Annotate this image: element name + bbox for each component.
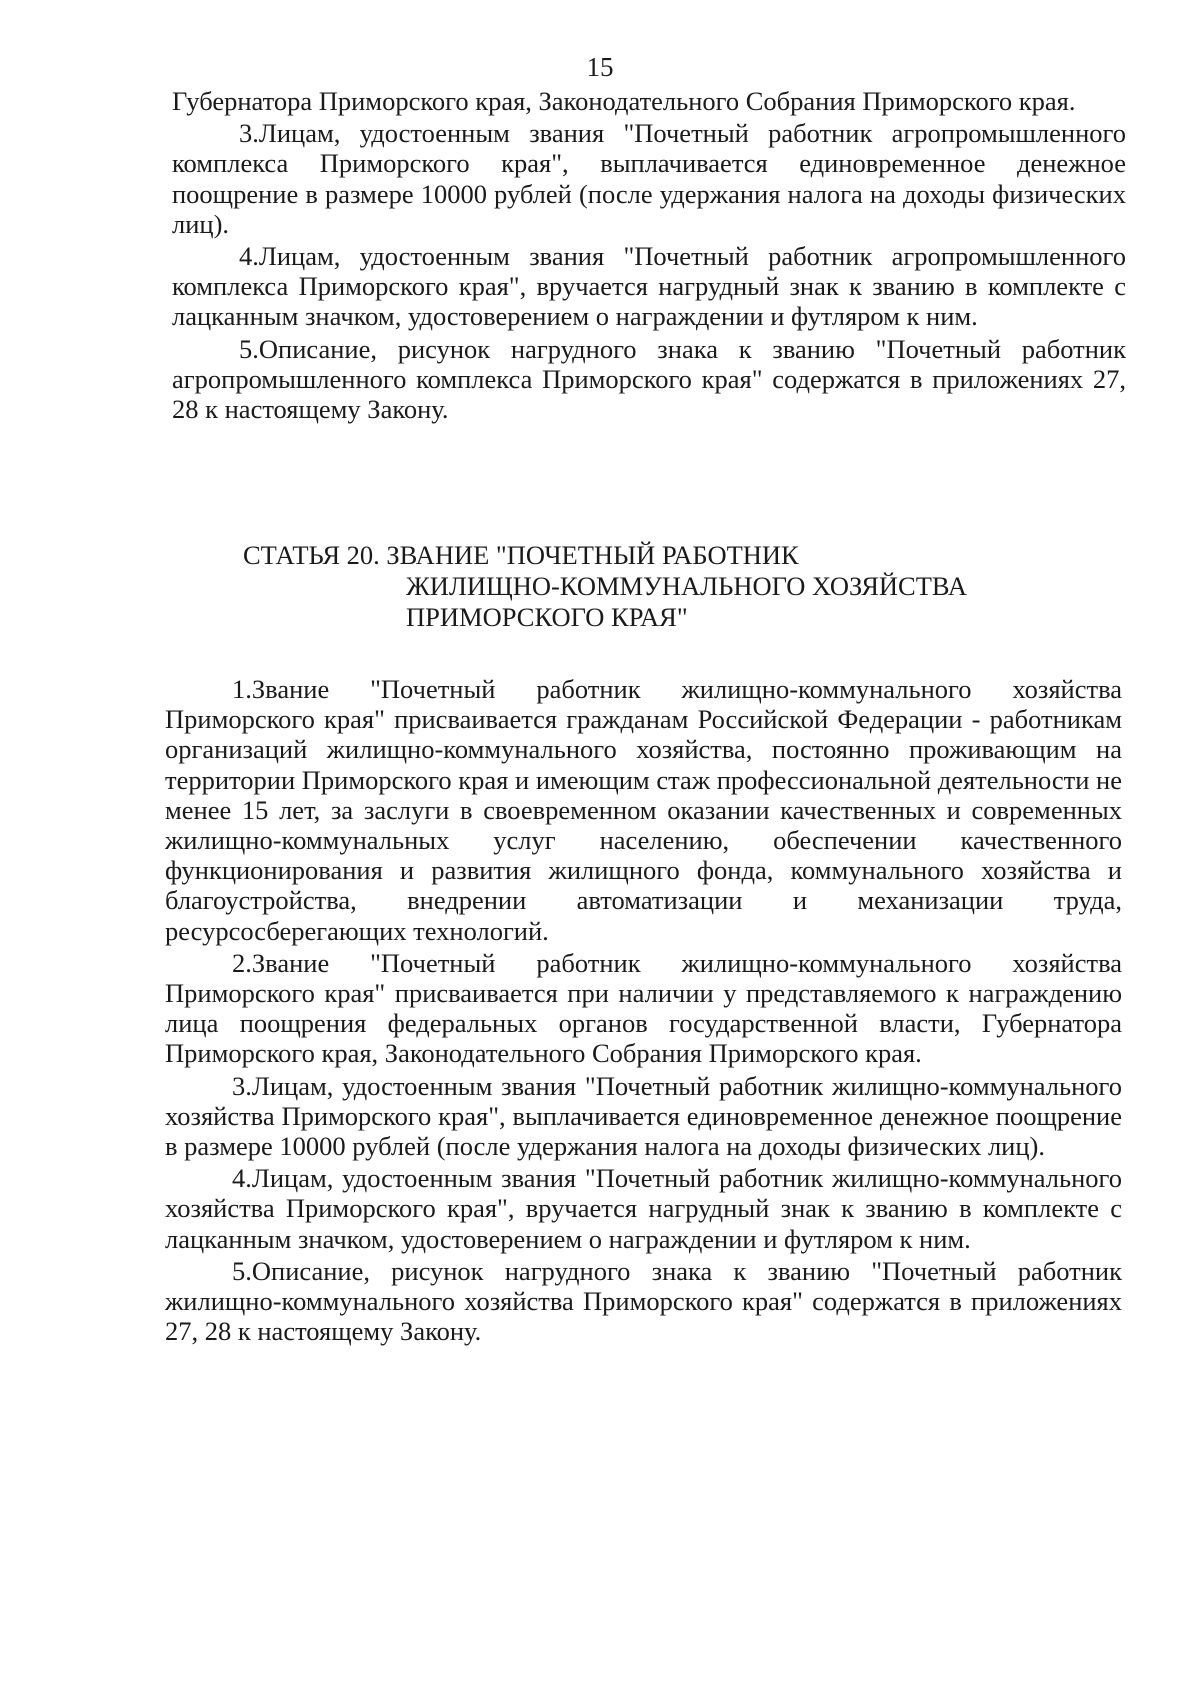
article-heading-line-2: ЖИЛИЩНО-КОММУНАЛЬНОГО ХОЗЯЙСТВА: [406, 571, 968, 601]
top-section: [172, 86, 1126, 424]
article-paragraph-4: 4.Лицам, удостоенным звания "Почетный работник жилищно-коммунального хозяйства Приморского края", вручается нагрудный знак к званию в комплекте с лацканным значком, удостоверением о награждении и футляром к ним.: [165, 1163, 1122, 1254]
article-heading-line-3: ПРИМОРСКОГО КРАЯ": [406, 602, 688, 632]
paragraph-continuation: Губернатора Приморского края, Законодательного Собрания Приморского края.: [172, 86, 1076, 116]
article-paragraph-5: 5.Описание, рисунок нагрудного знака к званию "Почетный работник жилищно-коммунального хозяйства Приморского края" содержатся в приложениях 27, 28 к настоящему Закону.: [165, 1255, 1122, 1347]
paragraph-item-5: 5.Описание, рисунок нагрудного знака к званию "Почетный работник агропромышленного комплекса Приморского края" содержатся в приложениях 27, 28 к настоящему Закону.: [172, 333, 1126, 425]
article-body: [165, 674, 1122, 1346]
article-paragraph-3: 3.Лицам, удостоенным звания "Почетный работник жилищно-коммунального хозяйства Приморского края", выплачивается единовременное денежное поощрение в размере 10000 рублей (после удержания налога на доходы физических лиц).: [165, 1070, 1122, 1162]
article-paragraph-2: 2.Звание "Почетный работник жилищно-коммунального хозяйства Приморского края" присваивается при наличии у представляемого к награждению лица поощрения федеральных органов государственной власти, Губернатора Приморского края, Законодательного Собрания Приморского края.: [165, 947, 1122, 1069]
article-heading: [243, 540, 967, 633]
article-paragraph-1: 1.Звание "Почетный работник жилищно-коммунального хозяйства Приморского края" присваивается гражданам Российской Федерации - работникам организаций жилищно-коммунального хозяйства, постоянно проживающим на территории Приморского края и имеющим стаж профессиональной деятельности не менее 15 лет, за заслуги в своевременном оказании качественных и современных жилищно-коммунальных услуг населению, обеспечении качественного функционирования и развития жилищного фонда, коммунального хозяйства и благоустройства, внедрении автоматизации и механизации труда, ресурсосберегающих технологий.: [165, 674, 1122, 946]
page-number: 15: [586, 52, 614, 82]
article-heading-line-1: СТАТЬЯ 20. ЗВАНИЕ "ПОЧЕТНЫЙ РАБОТНИК: [243, 540, 799, 570]
paragraph-item-3: 3.Лицам, удостоенным звания "Почетный работник агропромышленного комплекса Приморского края", выплачивается единовременное денежное поощрение в размере 10000 рублей (после удержания налога на доходы физических лиц).: [172, 118, 1126, 239]
paragraph-item-4: 4.Лицам, удостоенным звания "Почетный работник агропромышленного комплекса Приморского края", вручается нагрудный знак к званию в комплекте с лацканным значком, удостоверением о награждении и футляром к ним.: [172, 241, 1126, 332]
